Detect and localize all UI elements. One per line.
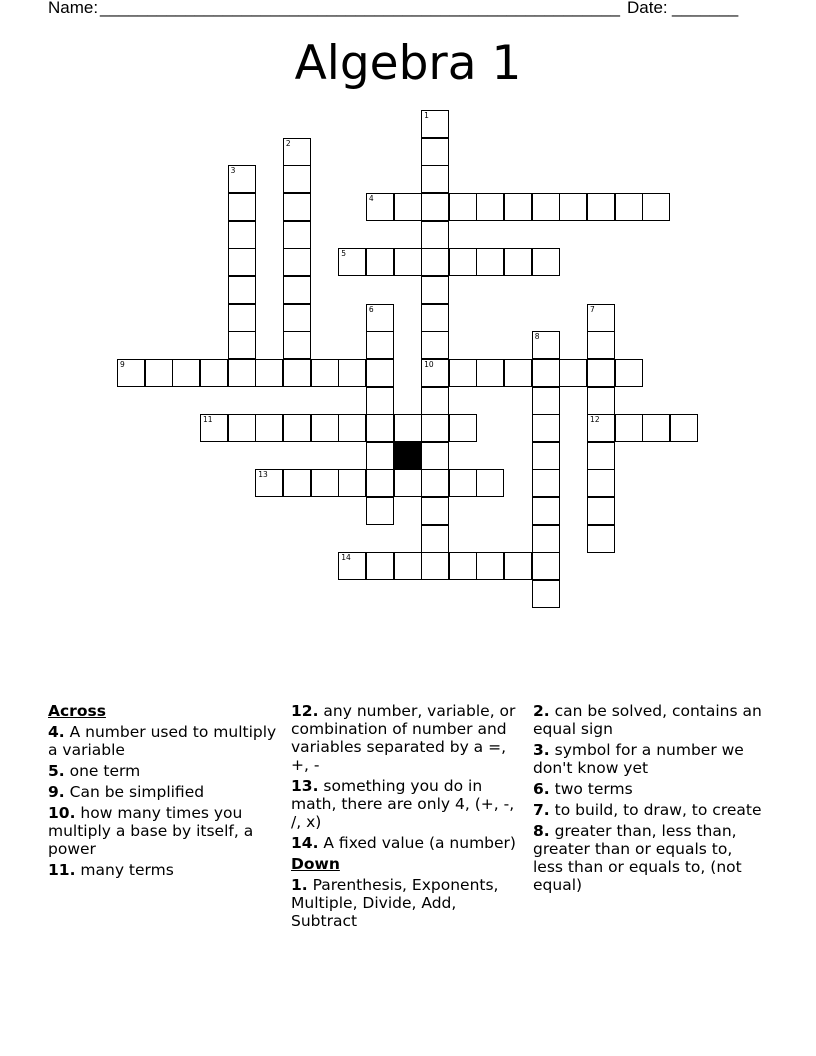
date-label: Date: (627, 0, 668, 17)
clue-number: 13 (258, 470, 268, 480)
grid-cell[interactable] (532, 414, 560, 442)
grid-cell[interactable] (532, 193, 560, 221)
grid-cell[interactable] (421, 525, 449, 553)
grid-cell[interactable] (587, 304, 615, 332)
grid-cell[interactable] (532, 359, 560, 387)
clue-number: 10 (424, 359, 434, 369)
grid-cell[interactable] (394, 248, 422, 276)
grid-cell[interactable] (532, 387, 560, 415)
grid-cell[interactable] (421, 221, 449, 249)
clue-number: 5 (341, 249, 346, 259)
grid-cell[interactable] (338, 469, 366, 497)
grid-cell[interactable] (642, 193, 670, 221)
grid-cell[interactable] (587, 359, 615, 387)
grid-cell[interactable] (228, 221, 256, 249)
grid-cell[interactable] (366, 193, 394, 221)
grid-cell[interactable] (338, 248, 366, 276)
name-label: Name: (48, 0, 99, 17)
grid-cell[interactable] (366, 359, 394, 387)
page-title: Algebra 1 (294, 36, 522, 91)
clue-column-3 (533, 702, 765, 897)
grid-cell[interactable] (117, 359, 145, 387)
grid-cell[interactable] (532, 497, 560, 525)
grid-cell[interactable] (587, 525, 615, 553)
clue-across-14: 14. A fixed value (a number) (291, 834, 516, 852)
grid-cell[interactable] (421, 110, 449, 138)
grid-cell[interactable] (587, 387, 615, 415)
grid-cell[interactable] (283, 304, 311, 332)
grid-cell[interactable] (449, 414, 477, 442)
grid-cell[interactable] (587, 469, 615, 497)
grid-cell[interactable] (559, 193, 587, 221)
clue-down-1: 1. Parenthesis, Exponents, Multiple, Divide, Add, Subtract (291, 876, 499, 930)
clue-down-8: 8. greater than, less than, greater than or equals to, less than or equals to, (not equal) (533, 822, 742, 894)
grid-cell[interactable] (421, 138, 449, 166)
grid-cell[interactable] (504, 248, 532, 276)
grid-cell[interactable] (311, 469, 339, 497)
clue-across-10: 10. how many times you multiply a base by itself, a power (48, 804, 254, 858)
grid-cell[interactable] (615, 193, 643, 221)
grid-cell[interactable] (421, 497, 449, 525)
grid-cell[interactable] (283, 276, 311, 304)
grid-cell[interactable] (338, 414, 366, 442)
grid-cell[interactable] (366, 331, 394, 359)
grid-cell[interactable] (394, 469, 422, 497)
grid-cell[interactable] (366, 387, 394, 415)
clue-number: 6 (368, 304, 374, 314)
date-field[interactable]: _______ (672, 0, 739, 17)
grid-cell[interactable] (421, 469, 449, 497)
grid-cell[interactable] (366, 552, 394, 580)
grid-cell[interactable] (532, 580, 560, 608)
clue-down-3: 3. symbol for a number we don't know yet (533, 741, 744, 777)
grid-cell[interactable] (476, 359, 504, 387)
grid-cell[interactable] (670, 414, 698, 442)
clue-number: 12 (590, 415, 600, 425)
clue-number: 8 (534, 332, 540, 342)
grid-cell[interactable] (421, 248, 449, 276)
grid-cell[interactable] (311, 414, 339, 442)
grid-cell[interactable] (172, 359, 200, 387)
grid-cell[interactable] (449, 248, 477, 276)
grid-cell[interactable] (504, 552, 532, 580)
clue-across-11: 11. many terms (48, 861, 174, 879)
grid-cell[interactable] (338, 359, 366, 387)
grid-cell[interactable] (283, 469, 311, 497)
grid-cell[interactable] (532, 525, 560, 553)
clue-number: 3 (230, 166, 236, 176)
grid-cell[interactable] (532, 248, 560, 276)
grid-cell[interactable] (559, 359, 587, 387)
grid-cell[interactable] (366, 469, 394, 497)
grid-cell[interactable] (255, 414, 283, 442)
name-field[interactable]: _______________________________________________________ (100, 0, 621, 17)
grid-cell[interactable] (283, 193, 311, 221)
grid-cell[interactable] (615, 359, 643, 387)
grid-cell[interactable] (587, 497, 615, 525)
grid-cell[interactable] (587, 442, 615, 470)
grid-cell[interactable] (228, 248, 256, 276)
grid-cell[interactable] (421, 276, 449, 304)
grid-cell[interactable] (476, 552, 504, 580)
grid-cell[interactable] (283, 221, 311, 249)
grid-cell[interactable] (421, 193, 449, 221)
clue-number: 9 (120, 359, 125, 369)
clue-number: 7 (590, 304, 595, 314)
grid-cell[interactable] (587, 193, 615, 221)
clue-across-9: 9. Can be simplified (48, 783, 205, 801)
grid-cell[interactable] (421, 442, 449, 470)
clue-number: 4 (368, 193, 374, 203)
clue-number: 11 (202, 415, 213, 425)
grid-cell[interactable] (228, 165, 256, 193)
grid-cell[interactable] (476, 248, 504, 276)
grid-cell[interactable] (476, 193, 504, 221)
grid-cell[interactable] (421, 552, 449, 580)
grid-cell[interactable] (255, 469, 283, 497)
grid-cell[interactable] (228, 276, 256, 304)
clue-down-7: 7. to build, to draw, to create (533, 801, 762, 819)
clue-down-6: 6. two terms (533, 780, 633, 798)
grid-cell[interactable] (366, 442, 394, 470)
grid-cell[interactable] (311, 359, 339, 387)
clue-number: 1 (424, 111, 429, 120)
grid-cell[interactable] (532, 552, 560, 580)
grid-cell[interactable] (366, 414, 394, 442)
grid-cell[interactable] (228, 414, 256, 442)
grid-cell[interactable] (421, 359, 449, 387)
grid-cell[interactable] (421, 165, 449, 193)
grid-cell[interactable] (366, 248, 394, 276)
clue-across-12: 12. any number, variable, or combination of number and variables separated by a =, +, - (291, 702, 516, 774)
grid-cell[interactable] (200, 359, 228, 387)
grid-cell[interactable] (532, 442, 560, 470)
grid-cell[interactable] (421, 331, 449, 359)
grid-cell[interactable] (338, 552, 366, 580)
clue-across-5: 5. one term (48, 762, 141, 780)
clue-number: 14 (341, 553, 351, 563)
grid-cell[interactable] (421, 387, 449, 415)
grid-cell[interactable] (145, 359, 173, 387)
grid-cell[interactable] (476, 469, 504, 497)
grid-cell[interactable] (200, 414, 228, 442)
grid-cell[interactable] (504, 193, 532, 221)
clue-number: 2 (285, 138, 291, 148)
grid-cell[interactable] (255, 359, 283, 387)
clue-column-2 (291, 702, 523, 933)
grid-cell[interactable] (421, 304, 449, 332)
clue-across-4: 4. A number used to multiply a variable (48, 723, 277, 759)
grid-cell[interactable] (228, 193, 256, 221)
across-heading: Across (48, 702, 106, 720)
grid-cell[interactable] (394, 552, 422, 580)
grid-cell[interactable] (366, 304, 394, 332)
black-square (394, 442, 422, 470)
grid-cell[interactable] (532, 469, 560, 497)
grid-cell[interactable] (283, 165, 311, 193)
clue-column-1 (48, 702, 280, 882)
clue-across-13: 13. something you do in math, there are only 4, (+, -, /, x) (291, 777, 515, 831)
grid-cell[interactable] (228, 304, 256, 332)
grid-cell[interactable] (587, 331, 615, 359)
grid-cell[interactable] (504, 359, 532, 387)
down-heading: Down (291, 855, 340, 873)
grid-cell[interactable] (449, 359, 477, 387)
grid-cell[interactable] (283, 248, 311, 276)
grid-cell[interactable] (615, 414, 643, 442)
grid-cell[interactable] (394, 193, 422, 221)
grid-cell[interactable] (366, 497, 394, 525)
grid-cell[interactable] (449, 552, 477, 580)
grid-cell[interactable] (283, 331, 311, 359)
grid-cell[interactable] (228, 359, 256, 387)
clue-down-2: 2. can be solved, contains an equal sign (533, 702, 762, 738)
grid-cell[interactable] (642, 414, 670, 442)
grid-cell[interactable] (421, 414, 449, 442)
grid-cell[interactable] (449, 193, 477, 221)
grid-cell[interactable] (283, 359, 311, 387)
grid-cell[interactable] (394, 414, 422, 442)
grid-cell[interactable] (449, 469, 477, 497)
grid-cell[interactable] (283, 414, 311, 442)
grid-cell[interactable] (587, 414, 615, 442)
grid-cell[interactable] (228, 331, 256, 359)
grid-cell[interactable] (283, 138, 311, 166)
grid-cell[interactable] (532, 331, 560, 359)
